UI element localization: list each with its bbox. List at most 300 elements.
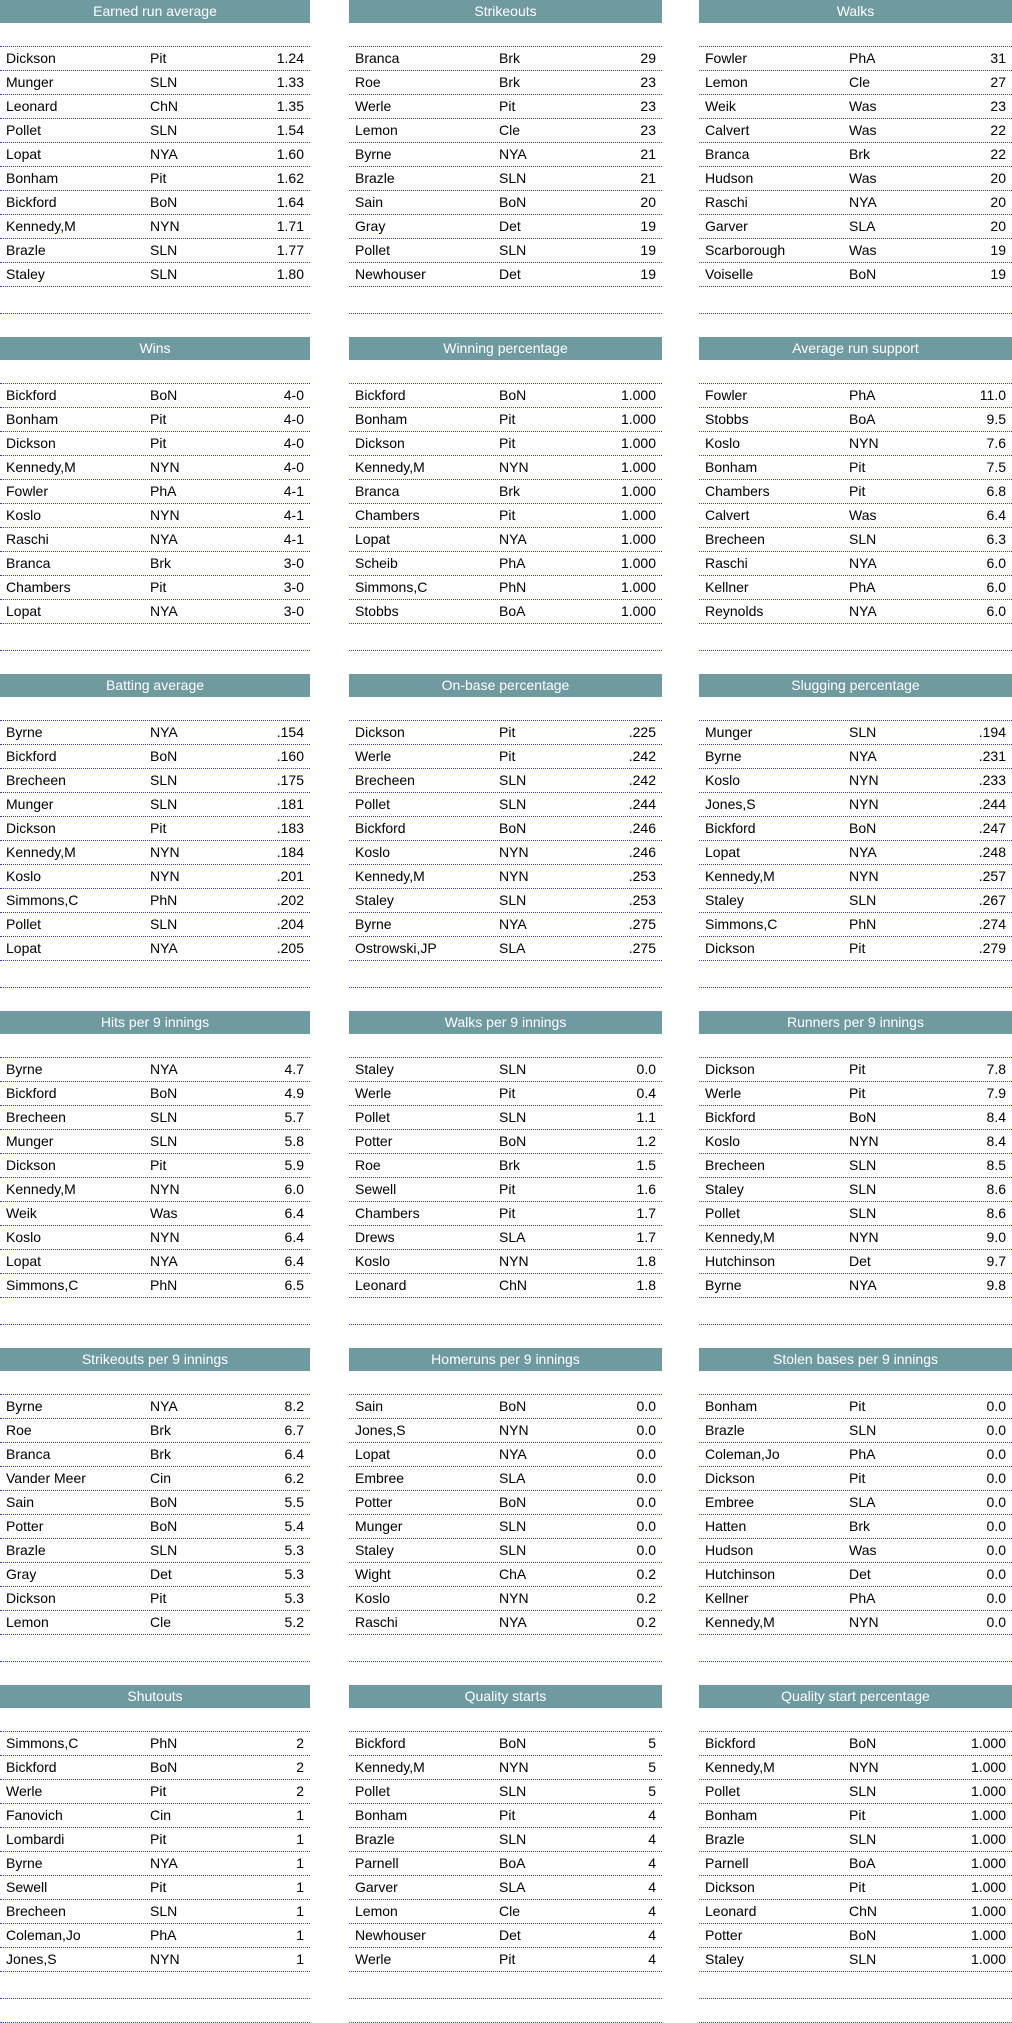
table-row: [699, 190, 1012, 215]
player-name: Brecheen: [6, 1109, 66, 1125]
table-row: [0, 864, 310, 889]
stat-value: 4-1: [283, 507, 304, 523]
empty-row: [0, 963, 310, 988]
stat-value: 1: [296, 1903, 304, 1919]
player-name: Staley: [355, 1542, 394, 1558]
stat-value: 4: [648, 1807, 656, 1823]
team-code: NYA: [150, 1398, 178, 1414]
empty-row: [349, 1300, 662, 1325]
team-code: BoN: [499, 820, 527, 836]
player-name: Raschi: [705, 555, 748, 571]
player-name: Brazle: [6, 242, 46, 258]
team-code: SLN: [150, 1542, 178, 1558]
table-row: [0, 912, 310, 937]
table-row: [0, 455, 310, 480]
player-name: Bickford: [6, 1759, 57, 1775]
player-name: Brecheen: [355, 772, 415, 788]
player-name: Lopat: [6, 603, 42, 619]
stat-value: 5.3: [284, 1542, 304, 1558]
stat-value: 4-0: [283, 387, 304, 403]
table-row: [0, 1755, 310, 1780]
player-name: Calvert: [705, 507, 750, 523]
stat-value: 0.0: [986, 1566, 1006, 1582]
team-code: NYN: [849, 1759, 879, 1775]
stat-value: 4-1: [283, 483, 304, 499]
stat-value: 5.5: [284, 1494, 304, 1510]
table-row: [699, 599, 1012, 624]
header-spacer: [349, 23, 662, 47]
stat-value: 6.0: [986, 603, 1006, 619]
player-name: Staley: [705, 1951, 744, 1967]
table-row: [699, 1418, 1012, 1443]
player-name: Branca: [705, 146, 750, 162]
player-name: Stobbs: [705, 411, 749, 427]
table-row: [0, 888, 310, 913]
header-spacer: [349, 1708, 662, 1732]
stat-value: 20: [990, 194, 1006, 210]
stat-value: 1.80: [276, 266, 304, 282]
table-row: [349, 70, 662, 95]
leader-table: [699, 1011, 1012, 1348]
team-code: Pit: [499, 724, 516, 740]
player-name: Jones,S: [355, 1422, 406, 1438]
team-code: ChN: [849, 1903, 878, 1919]
table-row: [349, 1081, 662, 1106]
table-row: [0, 527, 310, 552]
stat-value: 0.0: [986, 1590, 1006, 1606]
player-name: Brazle: [705, 1422, 745, 1438]
team-code: Brk: [150, 1422, 171, 1438]
stat-value: 23: [640, 98, 656, 114]
table-row: [349, 912, 662, 937]
player-name: Simmons,C: [6, 892, 79, 908]
player-name: Branca: [355, 483, 400, 499]
team-code: SLN: [849, 1831, 877, 1847]
team-code: Pit: [150, 1590, 167, 1606]
player-name: Roe: [6, 1422, 32, 1438]
team-code: NYA: [849, 603, 877, 619]
stat-value: 0.0: [986, 1518, 1006, 1534]
team-code: Pit: [150, 579, 167, 595]
player-name: Pollet: [355, 1783, 391, 1799]
player-name: Staley: [705, 1181, 744, 1197]
table-row: [349, 1803, 662, 1828]
player-name: Bickford: [6, 194, 57, 210]
table-title: Average run support: [699, 337, 1012, 360]
team-code: NYN: [849, 1229, 879, 1245]
team-code: NYA: [150, 940, 178, 956]
stat-value: .225: [628, 724, 656, 740]
stat-value: 23: [990, 98, 1006, 114]
team-code: NYA: [150, 1061, 178, 1077]
table-title: Wins: [0, 337, 310, 360]
table-row: [699, 575, 1012, 600]
stat-value: 6.4: [284, 1446, 304, 1462]
player-name: Kennedy,M: [6, 218, 76, 234]
table-row: [0, 238, 310, 263]
team-code: ChN: [150, 98, 179, 114]
team-code: Pit: [499, 748, 516, 764]
team-code: BoN: [849, 820, 877, 836]
team-code: SLN: [150, 74, 178, 90]
stat-value: .184: [276, 844, 304, 860]
table-row: [0, 1586, 310, 1611]
table-row: [0, 118, 310, 143]
player-name: Leonard: [355, 1277, 407, 1293]
player-name: Lemon: [355, 1903, 398, 1919]
player-name: Lemon: [705, 74, 748, 90]
table-row: [0, 1081, 310, 1106]
team-code: SLN: [499, 1783, 527, 1799]
stat-value: 22: [990, 122, 1006, 138]
stat-value: .160: [276, 748, 304, 764]
team-code: BoN: [499, 387, 527, 403]
player-name: Brecheen: [705, 1157, 765, 1173]
team-code: NYA: [499, 1614, 527, 1630]
stat-value: 4: [648, 1879, 656, 1895]
table-row: [349, 888, 662, 913]
stat-value: 9.7: [986, 1253, 1006, 1269]
table-row: [349, 166, 662, 191]
player-name: Brecheen: [6, 1903, 66, 1919]
player-name: Leonard: [6, 98, 58, 114]
stat-value: 1.000: [970, 1759, 1006, 1775]
table-row: [0, 1057, 310, 1082]
stat-value: 1.000: [970, 1831, 1006, 1847]
stat-value: .175: [276, 772, 304, 788]
table-row: [0, 1827, 310, 1852]
team-code: PhN: [499, 579, 527, 595]
table-row: [349, 816, 662, 841]
player-name: Kennedy,M: [6, 844, 76, 860]
table-row: [349, 768, 662, 793]
stat-value: 1.000: [620, 483, 656, 499]
stat-value: 0.4: [636, 1085, 656, 1101]
player-name: Dickson: [6, 820, 56, 836]
player-name: Pollet: [705, 1205, 741, 1221]
team-code: SLN: [150, 916, 178, 932]
team-code: PhA: [499, 555, 526, 571]
player-name: Pollet: [6, 122, 42, 138]
table-row: [349, 1201, 662, 1226]
table-row: [349, 479, 662, 504]
table-row: [699, 1105, 1012, 1130]
player-name: Lopat: [6, 1253, 42, 1269]
player-name: Kennedy,M: [6, 459, 76, 475]
team-code: NYA: [849, 194, 877, 210]
stat-value: 1: [296, 1951, 304, 1967]
team-code: BoN: [150, 1494, 178, 1510]
table-row: [699, 1466, 1012, 1491]
stat-value: 7.6: [986, 435, 1006, 451]
player-name: Byrne: [6, 1855, 43, 1871]
table-row: [699, 1514, 1012, 1539]
stat-value: 8.4: [986, 1109, 1006, 1125]
stat-value: 1.8: [636, 1277, 656, 1293]
table-title: Stolen bases per 9 innings: [699, 1348, 1012, 1371]
table-row: [699, 407, 1012, 432]
stat-value: 22: [990, 146, 1006, 162]
player-name: Byrne: [6, 724, 43, 740]
player-name: Hudson: [705, 170, 754, 186]
stat-value: 0.0: [636, 1518, 656, 1534]
table-row: [0, 575, 310, 600]
table-row: [699, 912, 1012, 937]
player-name: Kennedy,M: [705, 868, 775, 884]
table-row: [349, 1538, 662, 1563]
stat-value: 6.2: [284, 1470, 304, 1486]
table-row: [349, 238, 662, 263]
stat-value: 1.000: [620, 507, 656, 523]
player-name: Dickson: [705, 1061, 755, 1077]
player-name: Munger: [705, 724, 753, 740]
team-code: NYN: [849, 796, 879, 812]
stat-value: 6.4: [284, 1205, 304, 1221]
stat-value: .233: [978, 772, 1006, 788]
empty-row: [349, 289, 662, 314]
table-title: Shutouts: [0, 1685, 310, 1708]
table-row: [349, 1731, 662, 1756]
table-row: [0, 214, 310, 239]
team-code: NYA: [150, 146, 178, 162]
team-code: SLN: [499, 796, 527, 812]
player-name: Bickford: [355, 1735, 406, 1751]
stat-value: .231: [978, 748, 1006, 764]
team-code: BoN: [150, 1518, 178, 1534]
table-title: Quality start percentage: [699, 1685, 1012, 1708]
team-code: BoA: [499, 603, 526, 619]
stat-value: 8.6: [986, 1205, 1006, 1221]
stat-value: .242: [628, 748, 656, 764]
team-code: BoN: [499, 194, 527, 210]
player-name: Scheib: [355, 555, 398, 571]
stat-value: 5.8: [284, 1133, 304, 1149]
table-row: [349, 431, 662, 456]
empty-row: [0, 1661, 310, 1686]
player-name: Brazle: [705, 1831, 745, 1847]
team-code: SLN: [150, 772, 178, 788]
team-code: SLN: [499, 1109, 527, 1125]
team-code: Cle: [150, 1614, 172, 1630]
table-row: [349, 1057, 662, 1082]
stat-value: 5: [648, 1735, 656, 1751]
team-code: Det: [150, 1566, 172, 1582]
team-code: Pit: [499, 507, 516, 523]
table-title: Walks per 9 innings: [349, 1011, 662, 1034]
stat-value: 1.000: [620, 603, 656, 619]
table-title: Runners per 9 innings: [699, 1011, 1012, 1034]
team-code: ChN: [499, 1277, 528, 1293]
table-row: [699, 551, 1012, 576]
stat-value: 3-0: [283, 579, 304, 595]
player-name: Chambers: [6, 579, 71, 595]
team-code: Det: [499, 1927, 521, 1943]
table-row: [699, 1273, 1012, 1298]
team-code: Det: [849, 1566, 871, 1582]
header-spacer: [699, 1708, 1012, 1732]
player-name: Koslo: [705, 772, 741, 788]
table-row: [0, 1923, 310, 1948]
empty-row: [0, 1998, 310, 2023]
table-row: [0, 1394, 310, 1419]
table-row: [349, 118, 662, 143]
stat-value: 5: [648, 1783, 656, 1799]
stat-value: 1.60: [276, 146, 304, 162]
team-code: SLN: [499, 242, 527, 258]
stat-value: 4: [648, 1903, 656, 1919]
table-row: [0, 1562, 310, 1587]
team-code: Cle: [849, 74, 871, 90]
team-code: PhA: [849, 1590, 876, 1606]
table-row: [349, 840, 662, 865]
stat-value: 1.000: [970, 1951, 1006, 1967]
player-name: Brecheen: [705, 531, 765, 547]
table-row: [349, 575, 662, 600]
table-row: [349, 407, 662, 432]
header-spacer: [0, 1371, 310, 1395]
player-name: Ostrowski,JP: [355, 940, 437, 956]
player-name: Dickson: [355, 435, 405, 451]
table-row: [0, 1490, 310, 1515]
table-row: [349, 1249, 662, 1274]
stat-value: 0.0: [986, 1470, 1006, 1486]
team-code: SLN: [499, 1831, 527, 1847]
stat-value: .244: [978, 796, 1006, 812]
player-name: Lopat: [6, 940, 42, 956]
player-name: Simmons,C: [6, 1735, 79, 1751]
table-row: [0, 1538, 310, 1563]
empty-row: [349, 1637, 662, 1662]
player-name: Sain: [355, 1398, 384, 1414]
leader-table: [0, 1685, 310, 2022]
player-name: Byrne: [705, 748, 742, 764]
team-code: Pit: [150, 1157, 167, 1173]
table-row: [699, 455, 1012, 480]
table-row: [699, 214, 1012, 239]
stat-value: 0.0: [986, 1542, 1006, 1558]
table-row: [699, 1201, 1012, 1226]
team-code: Brk: [499, 50, 520, 66]
player-name: Drews: [355, 1229, 395, 1245]
stat-value: .181: [276, 796, 304, 812]
team-code: Cle: [499, 1903, 521, 1919]
table-row: [0, 1105, 310, 1130]
stat-value: 1.000: [620, 387, 656, 403]
player-name: Pollet: [6, 916, 42, 932]
stat-value: 1.33: [276, 74, 304, 90]
empty-row: [699, 1661, 1012, 1686]
player-name: Leonard: [705, 1903, 757, 1919]
team-code: BoA: [499, 1855, 526, 1871]
player-name: Simmons,C: [705, 916, 778, 932]
table-row: [699, 238, 1012, 263]
table-row: [699, 1610, 1012, 1635]
team-code: Pit: [849, 483, 866, 499]
player-name: Pollet: [355, 242, 391, 258]
table-row: [0, 1779, 310, 1804]
table-row: [349, 1827, 662, 1852]
empty-row: [699, 963, 1012, 988]
player-name: Koslo: [6, 1229, 42, 1245]
team-code: SLN: [499, 892, 527, 908]
table-row: [699, 1562, 1012, 1587]
table-title: Slugging percentage: [699, 674, 1012, 697]
team-code: NYA: [849, 844, 877, 860]
team-code: NYA: [150, 603, 178, 619]
team-code: Was: [849, 170, 877, 186]
player-name: Raschi: [355, 1614, 398, 1630]
leader-table: [349, 1348, 662, 1685]
table-row: [699, 1225, 1012, 1250]
player-name: Sain: [355, 194, 384, 210]
stat-value: 5.3: [284, 1566, 304, 1582]
table-row: [349, 1273, 662, 1298]
stat-value: .244: [628, 796, 656, 812]
table-row: [0, 94, 310, 119]
table-row: [0, 1851, 310, 1876]
table-row: [349, 142, 662, 167]
player-name: Brazle: [6, 1542, 46, 1558]
stat-value: 2: [296, 1735, 304, 1751]
team-code: PhN: [849, 916, 877, 932]
stat-value: .248: [978, 844, 1006, 860]
player-name: Staley: [6, 266, 45, 282]
table-row: [349, 1466, 662, 1491]
stat-value: 1.5: [636, 1157, 656, 1173]
team-code: BoN: [150, 194, 178, 210]
team-code: NYN: [849, 1133, 879, 1149]
table-row: [699, 1851, 1012, 1876]
table-title: Quality starts: [349, 1685, 662, 1708]
table-row: [699, 431, 1012, 456]
stat-value: 2: [296, 1759, 304, 1775]
stat-value: 0.0: [636, 1398, 656, 1414]
table-row: [349, 1947, 662, 1972]
player-name: Byrne: [6, 1061, 43, 1077]
table-title: Hits per 9 innings: [0, 1011, 310, 1034]
table-row: [699, 1129, 1012, 1154]
player-name: Munger: [6, 74, 54, 90]
table-row: [0, 503, 310, 528]
player-name: Simmons,C: [6, 1277, 79, 1293]
table-row: [0, 1731, 310, 1756]
team-code: BoN: [150, 387, 178, 403]
stat-value: 1.54: [276, 122, 304, 138]
player-name: Jones,S: [6, 1951, 57, 1967]
player-name: Bonham: [6, 170, 59, 186]
team-code: Brk: [499, 74, 520, 90]
table-row: [349, 1514, 662, 1539]
stat-value: 6.8: [986, 483, 1006, 499]
player-name: Embree: [355, 1470, 405, 1486]
table-row: [349, 94, 662, 119]
table-row: [349, 383, 662, 408]
stat-value: 1: [296, 1807, 304, 1823]
stat-value: 7.8: [986, 1061, 1006, 1077]
table-row: [349, 1779, 662, 1804]
leader-table: [699, 674, 1012, 1011]
team-code: SLN: [150, 242, 178, 258]
player-name: Staley: [355, 892, 394, 908]
player-name: Lemon: [355, 122, 398, 138]
player-name: Branca: [6, 555, 51, 571]
table-row: [0, 190, 310, 215]
leader-table: [0, 1011, 310, 1348]
stat-value: 5.7: [284, 1109, 304, 1125]
player-name: Pollet: [355, 796, 391, 812]
leader-table: [349, 1011, 662, 1348]
team-code: NYN: [499, 844, 529, 860]
